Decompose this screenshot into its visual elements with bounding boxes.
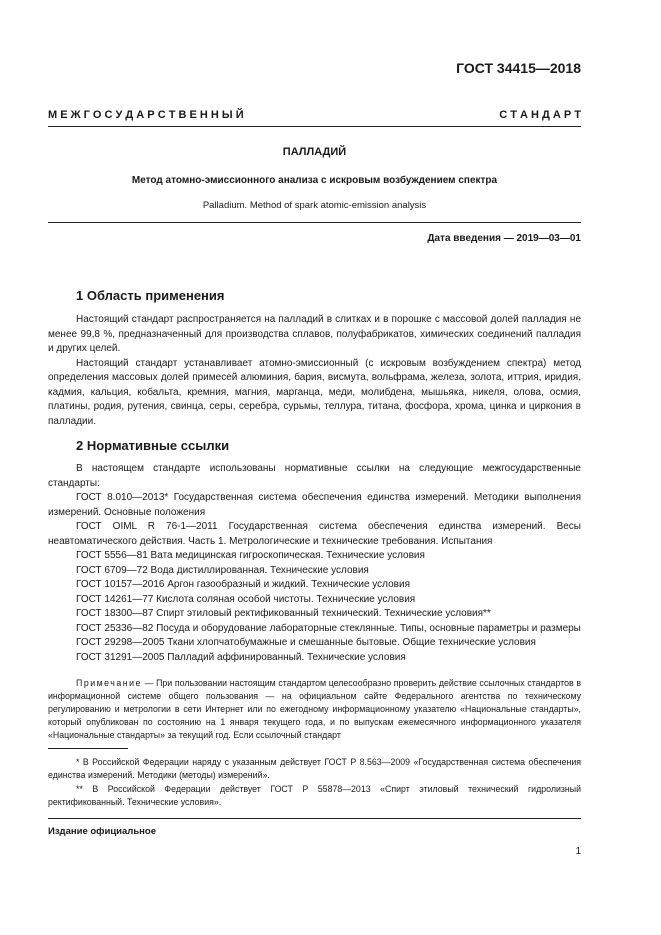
reference-item: ГОСТ 6709—72 Вода дистиллированная. Технические условия	[76, 564, 369, 576]
title-rule	[48, 222, 581, 223]
footnote-divider	[48, 748, 128, 749]
note-label: Примечание	[76, 678, 142, 688]
paragraph: В настоящем стандарте использованы нормативные ссылки на следующие межгосударственные стандарты:	[48, 463, 581, 489]
reference-item: ГОСТ 25336—82 Посуда и оборудование лабораторные стеклянные. Типы, основные параметры и размеры	[76, 622, 581, 634]
section-1-heading: 1 Область применения	[76, 288, 225, 303]
reference-item: ГОСТ 5556—81 Вата медицинская гигроскопическая. Технические условия	[76, 550, 425, 561]
document-subtitle: Метод атомно-эмиссионного анализа с искровым возбуждением спектра	[131, 175, 498, 186]
banner-left: М Е Ж Г О С У Д А Р С Т В Е Н Н Ы Й	[48, 109, 244, 121]
reference-item: ГОСТ 31291—2005 Палладий аффинированный. Технические условия	[76, 651, 406, 663]
note-block	[48, 677, 581, 742]
page-number: 1	[575, 846, 581, 857]
section-2-body	[48, 462, 581, 665]
header-rule	[48, 126, 581, 127]
reference-item: ГОСТ 29298—2005 Ткани хлопчатобумажные и смешанные бытовые. Общие технические условия	[76, 637, 536, 648]
document-title: ПАЛЛАДИЙ	[282, 146, 347, 158]
gost-number: ГОСТ 34415—2018	[456, 60, 581, 76]
paragraph: Настоящий стандарт распространяется на палладий в слитках и в порошке с массовой долей палладия не менее 99,8 %, предназначенный для производства сплавов, полуфабрикатов, химических соединений палладия и других целей.	[48, 314, 581, 354]
official-edition-label: Издание официальное	[48, 826, 156, 837]
reference-item: ГОСТ 10157—2016 Аргон газообразный и жидкий. Технические условия	[76, 579, 410, 590]
section-2-heading: 2 Нормативные ссылки	[76, 438, 230, 453]
paragraph: Настоящий стандарт устанавливает атомно-эмиссионный (с искровым возбуждением спектра) метод определения массовых долей примесей алюминия, бария, висмута, вольфрама, железа, золота, иттрия, иридия, кадмия, кальция, кобальта, кремния, магния, марганца, меди, молибдена, мышьяка, никеля, олова, осмия, платины, родия, рутения, свинца, серы, серебра, сурьмы, теллура, титана, фосфора, хрома, цинка и циркония в палладии.	[48, 357, 581, 427]
reference-item: ГОСТ OIML R 76-1—2011 Государственная система обеспечения единства измерений. Весы неавтоматического действия. Часть 1. Метрологические и технические требования. Испытания	[48, 521, 581, 547]
reference-item: ГОСТ 8.010—2013* Государственная система обеспечения единства измерений. Методики выполнения измерений. Основные положения	[48, 492, 581, 518]
introduction-date: Дата введения — 2019—03—01	[427, 233, 581, 244]
footnotes	[48, 756, 581, 810]
english-title: Palladium. Method of spark atomic-emission analysis	[202, 200, 427, 211]
reference-item: ГОСТ 14261—77 Кислота соляная особой чистоты. Технические условия	[76, 593, 416, 605]
banner-right: С Т А Н Д А Р Т	[499, 109, 581, 121]
footnote: ** В Российской Федерации действует ГОСТ Р 55878—2013 «Спирт этиловый технический гидролизный ректификованный. Технические условия».	[48, 784, 581, 807]
section-1-body	[48, 313, 581, 429]
interstate-standard-banner	[48, 109, 581, 121]
reference-item: ГОСТ 18300—87 Спирт этиловый ректификованный технический. Технические условия**	[76, 608, 491, 619]
note-text: — При пользовании настоящим стандартом целесообразно проверить действие ссылочных стандартов в информационной системе общего пользования — на официальном сайте Федерального агентства по техническому регулированию и метрологии в сети Интернет или по ежегодному информационному указателю «Национальные стандарты», который опубликован по состоянию на 1 января текущего года, и по выпускам ежемесячного информационного указателя «Национальные стандарты» за текущий год. Если ссылочный стандарт	[48, 678, 581, 740]
footnote: * В Российской Федерации наряду с указанным действует ГОСТ Р 8.563—2009 «Государственная система обеспечения единства измерений. Методики (методы) измерений».	[48, 757, 581, 780]
footer-rule	[48, 818, 581, 819]
